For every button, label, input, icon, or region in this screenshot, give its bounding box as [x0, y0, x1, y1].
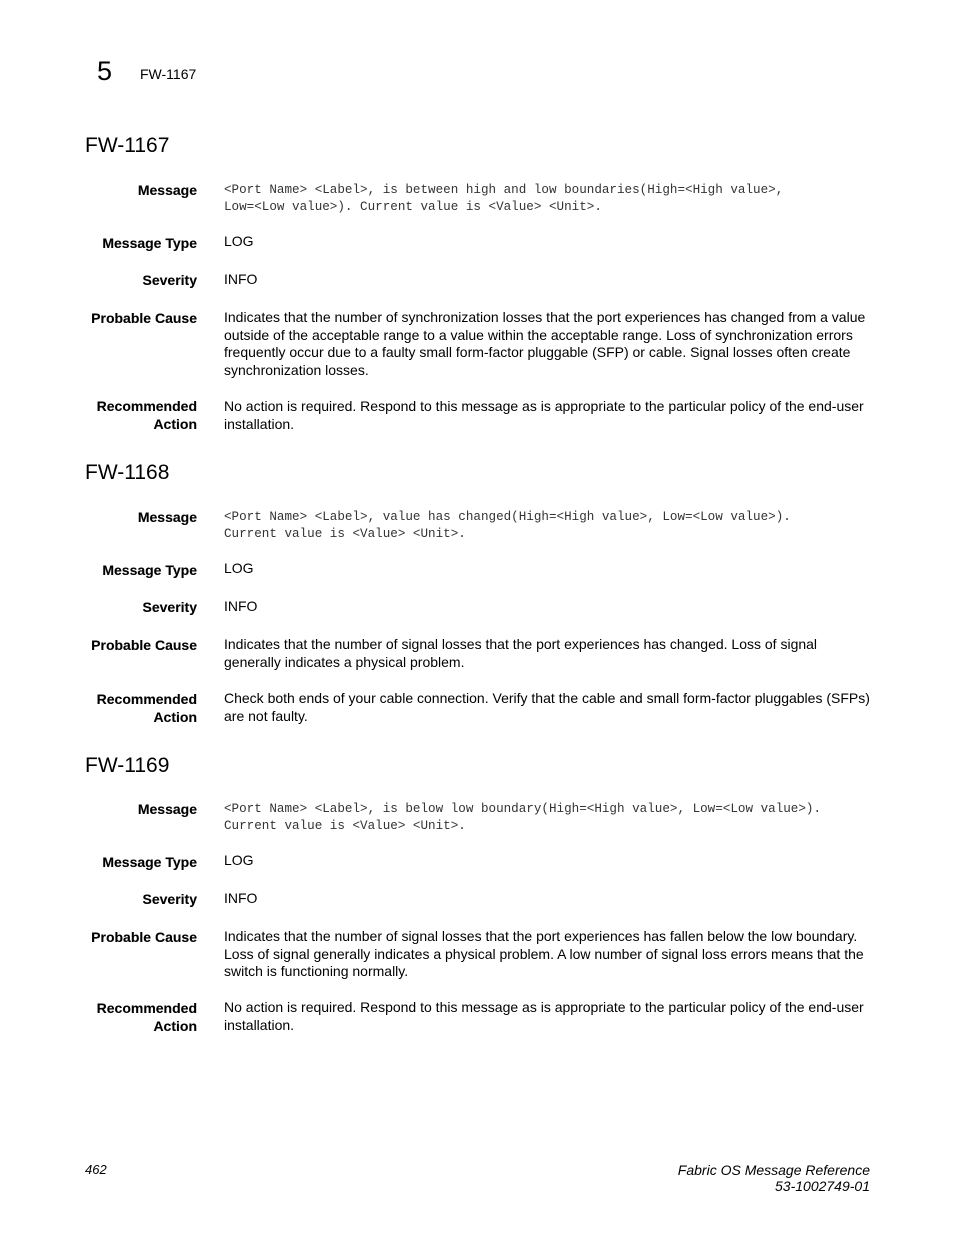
- severity-value: INFO: [224, 890, 258, 906]
- probable-cause-text: Indicates that the number of signal losses that the port experiences has fallen below the low boundary. Loss of signal generally indicates a physical problem. A low number of signal loss errors means that the switch is functioning normally.: [224, 928, 864, 979]
- page-number: 462: [85, 1162, 107, 1177]
- label-action: Action: [153, 709, 197, 725]
- chapter-number: 5: [97, 56, 113, 86]
- message-type-label: Message Type: [102, 562, 197, 578]
- message-line-2: Current value is <Value> <Unit>.: [224, 527, 466, 541]
- message-type-label: Message Type: [102, 854, 197, 870]
- severity-label: Severity: [142, 599, 197, 615]
- message-line-1: <Port Name> <Label>, is below low boundary(High=<High value>, Low=<Low value>).: [224, 802, 822, 816]
- label-recommended: Recommended: [96, 398, 197, 414]
- severity-value: INFO: [224, 271, 258, 287]
- message-type-label: Message Type: [102, 235, 197, 251]
- recommended-action-text: No action is required. Respond to this message as is appropriate to the particular policy of the end-user installation.: [224, 398, 864, 432]
- label-recommended: Recommended: [96, 691, 197, 707]
- running-title: FW-1167: [140, 66, 197, 82]
- recommended-action-label: [60, 999, 197, 1035]
- message-type-value: LOG: [224, 233, 254, 249]
- message-type-value: LOG: [224, 560, 254, 576]
- message-line-2: Low=<Low value>). Current value is <Value> <Unit>.: [224, 200, 602, 214]
- probable-cause-label: Probable Cause: [91, 637, 197, 653]
- label-action: Action: [153, 416, 197, 432]
- probable-cause-text: Indicates that the number of signal losses that the port experiences has changed. Loss of signal generally indicates a physical problem.: [224, 636, 818, 670]
- probable-cause-text: Indicates that the number of synchronization losses that the port experiences has changed from a value outside of the acceptable range to a value within the acceptable range. Loss of synchronization errors frequently occur due to a faulty small form-factor pluggable (SFP) or cable. Signal losses often create synchronization losses.: [224, 309, 866, 378]
- recommended-action-text: Check both ends of your cable connection. Verify that the cable and small form-factor pluggables (SFPs) are not faulty.: [224, 690, 870, 724]
- message-type-value: LOG: [224, 852, 254, 868]
- section-title: FW-1167: [85, 134, 170, 157]
- message-text: [224, 801, 874, 835]
- message-line-2: Current value is <Value> <Unit>.: [224, 819, 466, 833]
- message-label: Message: [137, 801, 197, 817]
- recommended-action-text: No action is required. Respond to this message as is appropriate to the particular policy of the end-user installation.: [224, 999, 864, 1033]
- message-text: [224, 509, 874, 543]
- severity-label: Severity: [142, 891, 197, 907]
- footer-doc-info: [678, 1162, 870, 1194]
- message-label: Message: [137, 509, 197, 525]
- section-title: FW-1168: [85, 461, 170, 484]
- message-label: Message: [137, 182, 197, 198]
- section-title: FW-1169: [85, 754, 170, 777]
- probable-cause-label: Probable Cause: [91, 929, 197, 945]
- label-recommended: Recommended: [96, 1000, 197, 1016]
- severity-label: Severity: [142, 272, 197, 288]
- message-text: [224, 182, 874, 216]
- label-action: Action: [153, 1018, 197, 1034]
- probable-cause-label: Probable Cause: [91, 310, 197, 326]
- recommended-action-label: [60, 397, 197, 433]
- doc-title: Fabric OS Message Reference: [677, 1162, 870, 1178]
- message-line-1: <Port Name> <Label>, is between high and low boundaries(High=<High value>,: [224, 183, 784, 197]
- severity-value: INFO: [224, 598, 258, 614]
- message-line-1: <Port Name> <Label>, value has changed(High=<High value>, Low=<Low value>).: [224, 510, 791, 524]
- recommended-action-label: [60, 690, 197, 726]
- doc-number: 53-1002749-01: [775, 1178, 870, 1194]
